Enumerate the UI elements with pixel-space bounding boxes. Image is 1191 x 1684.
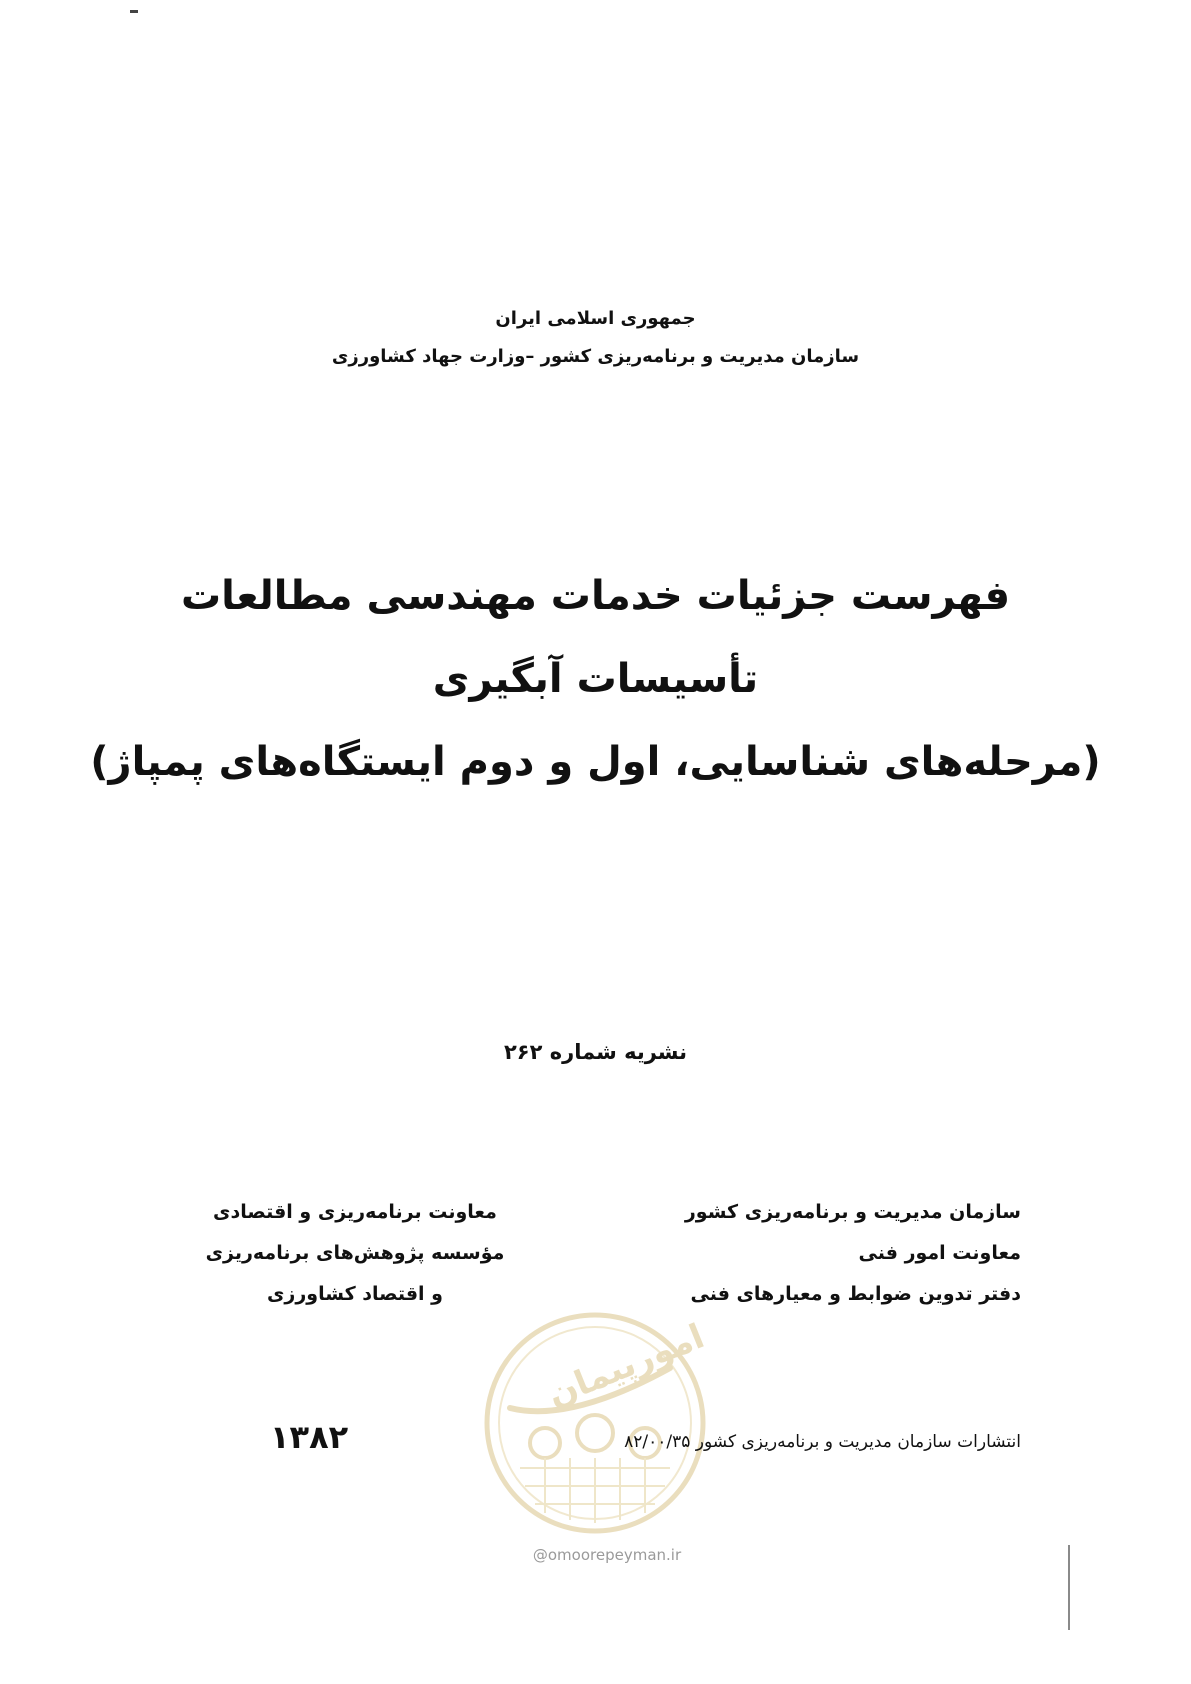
- org-left-line-2: مؤسسه پژوهش‌های برنامه‌ریزی: [205, 1242, 505, 1264]
- org-left-block: [205, 1192, 505, 1315]
- publication-number: نشریه شماره ۲۶۲: [503, 1040, 688, 1064]
- org-right-block: [685, 1192, 1021, 1315]
- scan-edge-line: [1068, 1545, 1070, 1630]
- document-title-line-1: فهرست جزئیات خدمات مهندسی مطالعات: [180, 573, 1011, 619]
- org-left-line-3: و اقتصاد کشاورزی: [267, 1283, 443, 1305]
- document-title-line-3: (مرحله‌های شناسایی، اول و دوم ایستگاه‌های پمپاژ): [90, 739, 1101, 785]
- org-right-line-3: دفتر تدوین ضوابط و معیارهای فنی: [690, 1283, 1021, 1305]
- publisher-line: انتشارات سازمان مدیریت و برنامه‌ریزی کشور ۸۲/۰۰/۳۵: [624, 1432, 1021, 1452]
- ministry-line: سازمان مدیریت و برنامه‌ریزی کشور –وزارت جهاد کشاورزی: [331, 346, 860, 367]
- org-right-line-2: معاونت امور فنی: [858, 1242, 1021, 1264]
- publication-year: ۱۳۸۲: [270, 1418, 349, 1456]
- country-name: جمهوری اسلامی ایران: [495, 308, 696, 329]
- watermark-url: @omoorepeyman.ir: [532, 1546, 682, 1564]
- watermark-seal-logo: [480, 1308, 710, 1538]
- org-left-line-1: معاونت برنامه‌ریزی و اقتصادی: [213, 1201, 497, 1223]
- org-right-line-1: سازمان مدیریت و برنامه‌ریزی کشور: [684, 1201, 1021, 1223]
- watermark-text: امورپیمان: [541, 1316, 710, 1416]
- scan-mark: [130, 10, 138, 13]
- document-title-line-2: تأسیسات آبگیری: [432, 656, 759, 702]
